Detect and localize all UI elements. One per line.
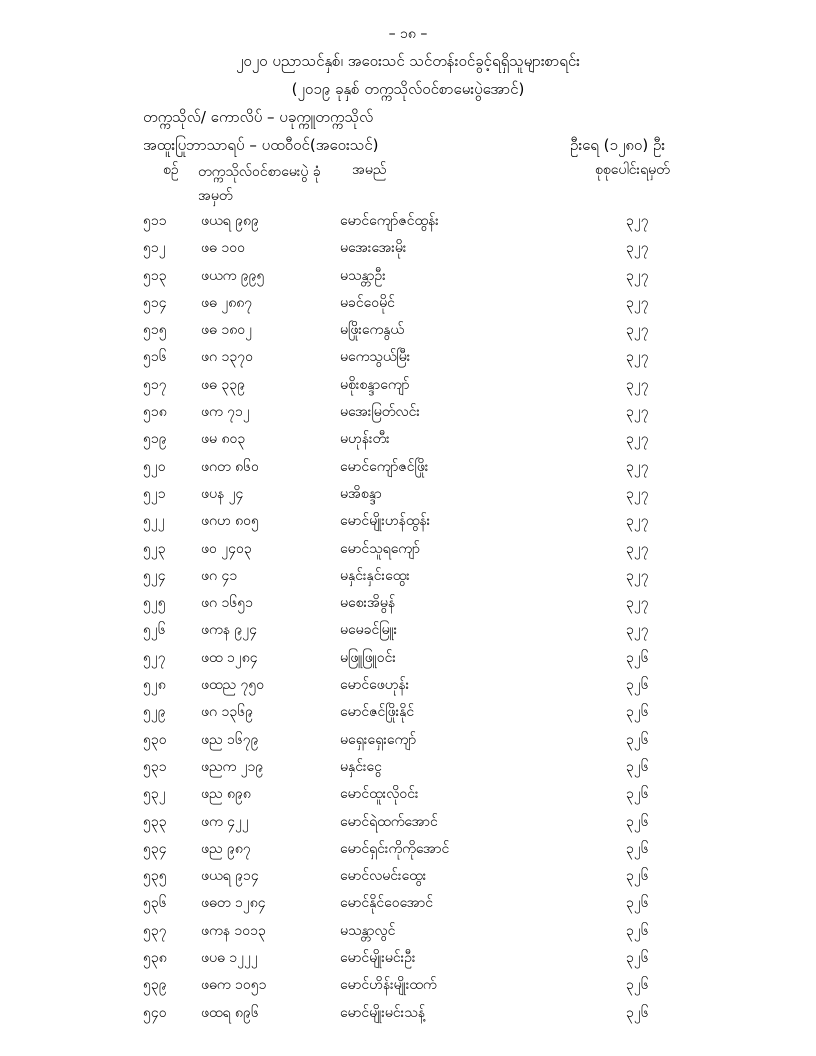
row-name: မစိုးစန္ဒာကျော် [340,376,410,393]
row-score: ၃၂၆ [626,922,649,939]
row-roll-number: ဖကန ၁၀၁၃ [201,922,266,939]
row-name: မရှေးရှေးကျော် [340,731,417,748]
table-row [0,429,816,456]
row-name: မောင်ထူးလိုဝင်း [340,786,419,803]
row-score: ၃၂၇ [626,376,649,393]
row-roll-number: ဖဂ ၁၃၇၀ [201,349,253,366]
row-roll-number: ဖဓ ၁၀၀ [201,240,245,257]
table-row [0,1003,816,1030]
subject-line: အထူးပြုဘာသာရပ် – ပထဝီဝင်(အဝေးသင်) [143,136,379,154]
row-roll-number: ဖက ၇၁၂ [201,404,250,421]
row-roll-number: ဖယရ ၉၁၄ [201,868,259,885]
table-row [0,812,816,839]
row-serial-no: ၅၂၈ [143,677,166,694]
table-row [0,484,816,511]
row-score: ၃၂၇ [626,485,649,502]
row-name: မသန္တာလွင် [340,922,396,939]
row-serial-no: ၅၂၃ [143,540,166,557]
row-serial-no: ၅၁၂ [143,240,166,257]
table-row [0,511,816,538]
table-row [0,702,816,729]
row-score: ၃၂၇ [626,622,649,639]
row-name: မောင်ဖေဟုန်း [340,677,410,694]
row-roll-number: ဖဝ ၂၄၀၃ [201,540,252,557]
document-title: ၂၀၂၀ ပညာသင်နှစ်၊ အဝေးသင် သင်တန်းဝင်ခွင့်ရရှိသူများစာရင်း [236,52,580,70]
table-row [0,648,816,675]
table-row [0,975,816,1002]
table-row [0,784,816,811]
row-serial-no: ၅၁၇ [143,376,167,393]
row-roll-number: ဖဂဟ ၈၀၅ [201,513,259,530]
row-name: မအိစန္ဒာ [340,485,382,502]
row-roll-number: ဖဂ ၄၁ [201,567,238,584]
row-name: မောင်ရှင်းကိုကိုအောင် [340,840,450,857]
row-score: ၃၂၆ [626,758,649,775]
total-count: ဦးရေ (၁၂၈၀) ဦး [570,136,666,154]
row-roll-number: ဖညက ၂၁၉ [201,758,264,775]
row-score: ၃၂၆ [626,704,649,721]
row-serial-no: ၅၃၇ [143,922,167,939]
table-row [0,730,816,757]
row-roll-number: ဖဂ ၁၆၅၁ [201,595,253,612]
row-serial-no: ၅၃၈ [143,950,167,967]
row-roll-number: ဖဓက ၁၀၅၁ [201,977,267,994]
row-serial-no: ၅၃၅ [143,868,167,885]
row-name: မောင်ကျော်ဇင်ထွန်း [340,213,439,229]
row-score: ၃၂၇ [626,540,649,557]
table-row [0,211,816,238]
row-score: ၃၂၇ [626,404,649,421]
table-row [0,238,816,265]
row-serial-no: ၅၂၄ [143,567,166,584]
row-serial-no: ၅၁၅ [143,322,167,339]
table-row [0,593,816,620]
row-score: ၃၂၆ [626,1004,649,1021]
row-roll-number: ဖက ၄၂၂ [201,813,249,830]
table-row [0,402,816,429]
page-number: – ၁၈ – [388,26,428,42]
row-serial-no: ၅၁၄ [143,294,167,311]
row-roll-number: ဖဓ ၂၈၈၇ [201,294,253,311]
row-roll-number: ဖထ ၁၂၈၄ [201,649,258,666]
row-roll-number: ဖဓ ၃၃၉ [201,376,245,393]
row-roll-number: ဖမ ၈၀၃ [201,431,246,448]
row-serial-no: ၅၂၂ [143,513,165,530]
row-roll-number: ဖကန ၉၂၄ [201,622,258,639]
table-row [0,921,816,948]
row-roll-number: ဖည ၈၉၈ [201,786,251,803]
row-serial-no: ၅၃၉ [143,977,167,994]
row-roll-number: ဖဂ ၁၃၆၉ [201,704,253,721]
header-total-score: စုစုပေါင်းရမှတ် [595,162,670,178]
row-score: ၃၂၇ [626,267,649,284]
row-score: ၃၂၆ [626,840,649,857]
row-score: ၃၂၆ [626,649,649,666]
row-serial-no: ၅၂၇ [143,649,166,666]
table-row [0,757,816,784]
row-roll-number: ဖည ၉၈၇ [201,840,251,857]
row-score: ၃၂၆ [626,977,649,994]
row-serial-no: ၅၂၅ [143,595,166,612]
row-score: ၃၂၇ [626,240,649,257]
table-row [0,675,816,702]
row-name: မဟုန်းတီး [340,431,390,448]
row-name: မောင်မျိုးဟန်ထွန်း [340,513,431,530]
row-name: မောင်ကျော်ဇင်ဖြိုး [340,458,429,475]
table-row [0,866,816,893]
row-name: မနှင်းနှင်းထွေး [340,567,410,584]
row-score: ၃၂၇ [626,349,649,366]
row-name: မကေသွယ်မြီး [340,349,411,366]
row-name: မောင်ဟိန်းမျိုးထက် [340,977,437,994]
row-serial-no: ၅၃၄ [143,840,167,857]
row-score: ၃၂၆ [626,895,649,912]
table-row [0,347,816,374]
row-roll-number: ဖယရ ၉၈၉ [201,213,259,229]
table-row [0,539,816,566]
row-name: မခင်ဝေမိုင် [340,294,395,311]
row-name: မောင်ဇင်ဖြိုးနိုင် [340,704,415,721]
row-name: မောင်နိုင်ဝေအောင် [340,895,434,912]
header-name: အမည် [352,162,387,178]
row-roll-number: ဖဓ ၁၈၀၂ [201,322,252,339]
row-score: ၃၂၆ [626,677,649,694]
row-roll-number: ဖည ၁၆၇၉ [201,731,259,748]
row-name: မောင်သူရကျော် [340,540,420,557]
row-serial-no: ၅၁၆ [143,349,167,366]
row-serial-no: ၅၁၁ [143,213,167,229]
row-roll-number: ဖဓတ ၁၂၈၄ [201,895,266,912]
row-serial-no: ၅၃၁ [143,758,167,775]
row-score: ၃၂၇ [626,595,649,612]
table-row [0,566,816,593]
table-row [0,375,816,402]
row-roll-number: ဖပန ၂၄ [201,485,244,502]
row-roll-number: ဖဂတ ၈၆၀ [201,458,259,475]
header-roll-number: တက္ကသိုလ်ဝင်စာမေးပွဲ ခုံအမှတ် [198,164,321,204]
row-score: ၃၂၇ [626,513,649,530]
row-score: ၃၂၆ [626,868,649,885]
row-name: မဖြိုးကေနွယ် [340,322,405,339]
row-score: ၃၂၇ [626,213,649,229]
row-score: ၃၂၇ [626,431,649,448]
row-serial-no: ၅၄၀ [143,1004,167,1021]
row-score: ၃၂၆ [626,731,649,748]
row-name: မနှင်းငွေ [340,758,382,775]
row-name: မဖြူဖြူဝင်း [340,649,396,666]
table-row [0,839,816,866]
row-name: မမေခင်မြူး [340,622,398,639]
row-serial-no: ၅၂၀ [143,458,166,475]
table-row [0,266,816,293]
row-serial-no: ၅၂၆ [143,622,166,639]
row-name: မအေးအေးမိုး [340,240,407,257]
university-line: တက္ကသိုလ်/ ကောလိပ် – ပခုက္ကူတက္ကသိုလ် [143,108,374,126]
results-list [0,211,816,1030]
row-name: မသန္တာဦး [340,267,386,284]
row-name: မောင်လမင်းထွေး [340,868,427,885]
table-row [0,293,816,320]
row-serial-no: ၅၃၃ [143,813,167,830]
document-subtitle: (၂၀၁၉ ခုနှစ် တက္ကသိုလ်ဝင်စာမေးပွဲအောင်) [291,80,525,98]
row-serial-no: ၅၁၉ [143,431,167,448]
row-score: ၃၂၆ [626,786,649,803]
row-serial-no: ၅၂၉ [143,704,166,721]
row-name: မအေးမြတ်လင်း [340,404,420,421]
row-score: ၃၂၇ [626,458,649,475]
row-roll-number: ဖထရ ၈၉၆ [201,1004,259,1021]
row-serial-no: ၅၁၈ [143,404,167,421]
row-serial-no: ၅၃၀ [143,731,167,748]
row-score: ၃၂၇ [626,294,649,311]
row-score: ၃၂၇ [626,567,649,584]
table-row [0,320,816,347]
row-roll-number: ဖပဓ ၁၂၂၂ [201,950,258,967]
row-serial-no: ၅၂၁ [143,485,166,502]
header-serial-no: စဉ် [163,162,179,178]
row-name: မစေးအိမွန် [340,595,396,612]
row-serial-no: ၅၁၃ [143,267,167,284]
row-serial-no: ၅၃၆ [143,895,167,912]
row-score: ၃၂၆ [626,813,649,830]
row-score: ၃၂၆ [626,950,649,967]
table-row [0,893,816,920]
row-score: ၃၂၇ [626,322,649,339]
table-row [0,948,816,975]
row-roll-number: ဖထည ၇၅၀ [201,677,265,694]
table-row [0,620,816,647]
row-name: မောင်မျိုးမင်းသန့် [340,1004,425,1021]
row-roll-number: ဖယက ၉၉၅ [201,267,265,284]
row-name: မောင်မျိုးမင်းဦး [340,950,416,967]
row-serial-no: ၅၃၂ [143,786,166,803]
row-name: မောင်ရဲထက်အောင် [340,813,438,830]
table-row [0,457,816,484]
